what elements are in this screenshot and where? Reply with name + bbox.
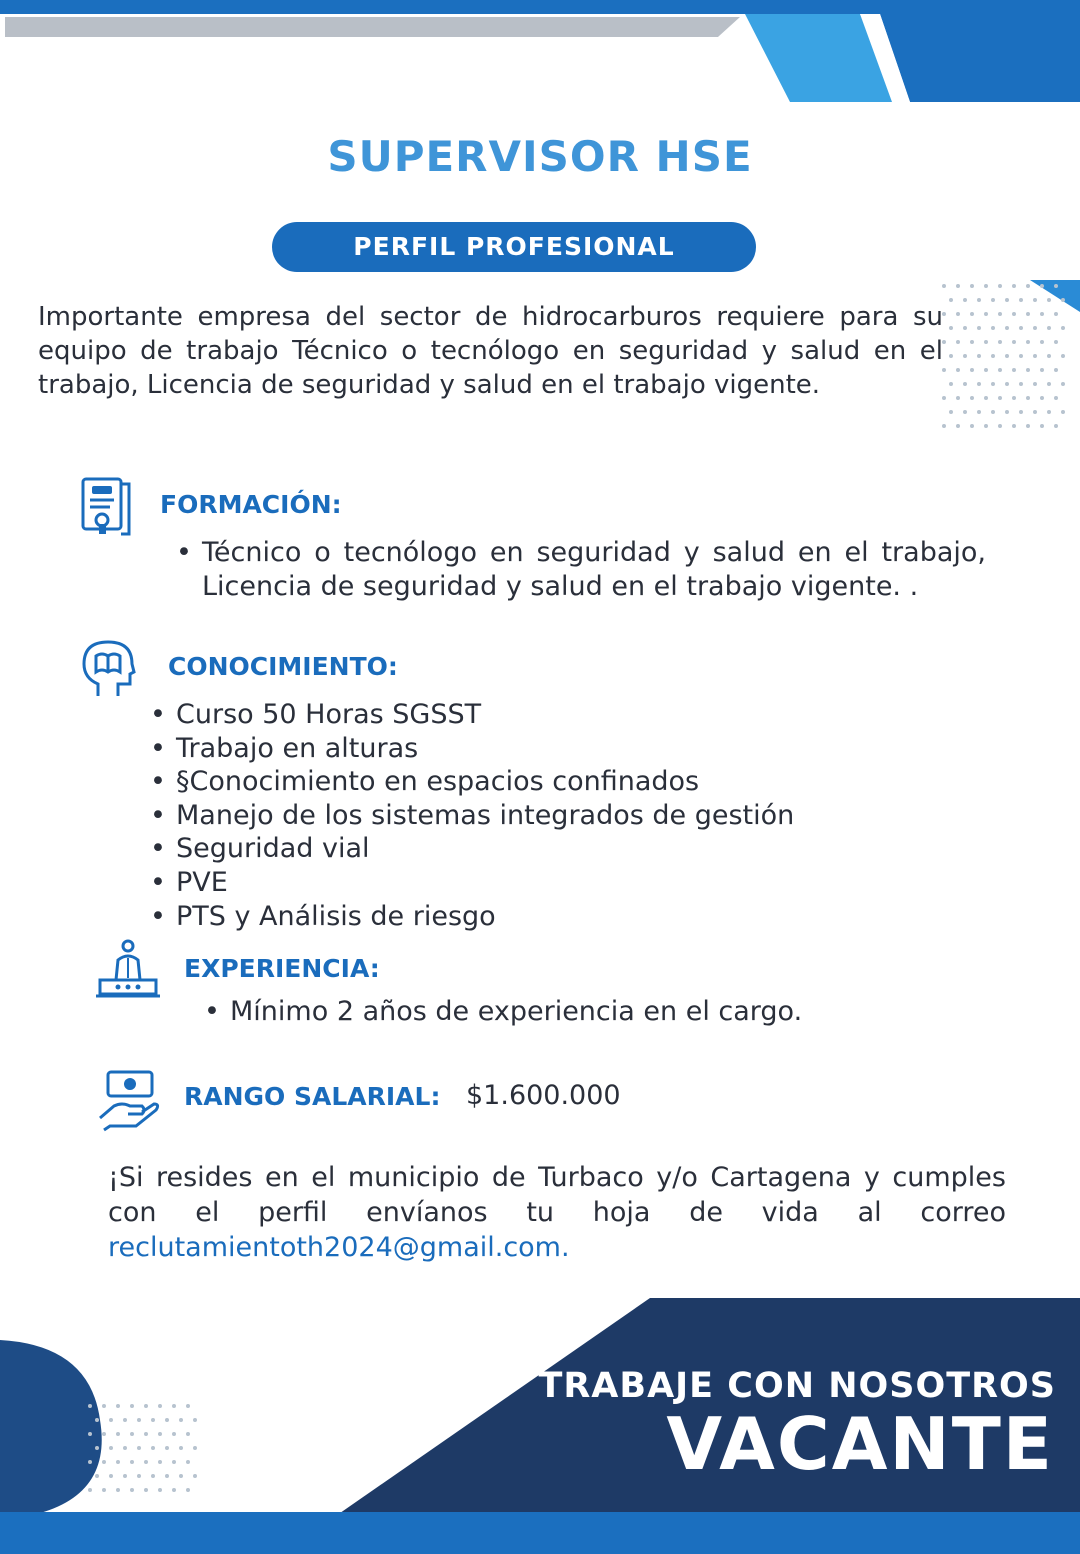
worker-desk-icon — [96, 938, 160, 1000]
decor-dot — [977, 298, 981, 302]
decor-dot — [102, 1488, 106, 1492]
decor-dot — [179, 1474, 183, 1478]
decor-dot — [984, 368, 988, 372]
decor-dot — [963, 354, 967, 358]
decor-dot — [1047, 354, 1051, 358]
decor-dot — [1026, 340, 1030, 344]
decor-dot — [970, 312, 974, 316]
formacion-list — [176, 536, 986, 604]
decor-dot — [1019, 326, 1023, 330]
decor-dot — [1040, 424, 1044, 428]
profile-pill: PERFIL PROFESIONAL — [272, 222, 756, 272]
decor-dot — [991, 326, 995, 330]
contact-email[interactable]: reclutamientoth2024@gmail.com. — [108, 1232, 570, 1263]
list-item: • Mínimo 2 años de experiencia en el cargo. — [204, 995, 964, 1029]
decor-dot — [1012, 284, 1016, 288]
dots-top-right — [940, 282, 1075, 442]
decor-dot — [1040, 340, 1044, 344]
decor-dot — [1026, 284, 1030, 288]
decor-dot — [1054, 424, 1058, 428]
decor-dot — [949, 298, 953, 302]
decor-dot — [970, 284, 974, 288]
decor-dot — [158, 1460, 162, 1464]
contact-message: ¡Si resides en el municipio de Turbaco y/o Cartagena y cumples con el perfil envíanos tu hoja de vida al correo — [108, 1162, 1006, 1228]
decor-dot — [963, 326, 967, 330]
decor-dot — [130, 1404, 134, 1408]
decor-dot — [1061, 382, 1065, 386]
decor-dot — [144, 1460, 148, 1464]
banner-title: TRABAJE CON NOSOTROS — [538, 1366, 1056, 1406]
decor-dot — [1061, 410, 1065, 414]
decor-dot — [88, 1488, 92, 1492]
decor-dot — [137, 1446, 141, 1450]
decor-dot — [193, 1446, 197, 1450]
decor-dot — [130, 1432, 134, 1436]
decor-dot — [1040, 312, 1044, 316]
decor-dot — [158, 1404, 162, 1408]
decor-dot — [998, 284, 1002, 288]
decor-dot — [88, 1404, 92, 1408]
decor-dot — [116, 1488, 120, 1492]
decor-dot — [151, 1474, 155, 1478]
decor-dot — [172, 1404, 176, 1408]
decor-dot — [151, 1446, 155, 1450]
decor-dot — [949, 382, 953, 386]
list-item: • PTS y Análisis de riesgo — [150, 900, 950, 934]
decor-dot — [970, 396, 974, 400]
decor-dot — [998, 368, 1002, 372]
decor-dot — [109, 1474, 113, 1478]
decor-dot — [172, 1432, 176, 1436]
decor-dot — [1012, 368, 1016, 372]
decor-dot — [1054, 340, 1058, 344]
decor-dot — [1005, 354, 1009, 358]
decor-dot — [95, 1418, 99, 1422]
contact-text — [108, 1160, 1006, 1265]
decor-dot — [984, 312, 988, 316]
decor-dot — [1047, 410, 1051, 414]
decor-dot — [984, 284, 988, 288]
decor-dot — [123, 1474, 127, 1478]
decor-dot — [151, 1418, 155, 1422]
decor-dot — [130, 1460, 134, 1464]
decor-dot — [1040, 368, 1044, 372]
decor-dot — [1033, 382, 1037, 386]
formacion-title: FORMACIÓN: — [160, 490, 342, 519]
decor-dot — [137, 1418, 141, 1422]
decor-dot — [998, 312, 1002, 316]
decor-dot — [193, 1418, 197, 1422]
decor-dot — [95, 1446, 99, 1450]
decor-dot — [991, 382, 995, 386]
decor-dot — [970, 424, 974, 428]
decor-dot — [158, 1488, 162, 1492]
decor-dot — [1026, 396, 1030, 400]
decor-dot — [963, 410, 967, 414]
money-hand-icon — [96, 1068, 162, 1134]
decor-dot — [970, 340, 974, 344]
dots-bottom-left — [86, 1402, 206, 1507]
decor-dot — [144, 1432, 148, 1436]
decor-dot — [165, 1474, 169, 1478]
decor-dot — [1061, 298, 1065, 302]
decor-dot — [956, 340, 960, 344]
decor-dot — [102, 1432, 106, 1436]
decor-dot — [137, 1474, 141, 1478]
decor-dot — [109, 1446, 113, 1450]
decor-dot — [102, 1404, 106, 1408]
decor-dot — [991, 354, 995, 358]
decor-dot — [1054, 284, 1058, 288]
decor-dot — [193, 1474, 197, 1478]
decor-dot — [186, 1432, 190, 1436]
decor-dot — [1005, 298, 1009, 302]
decor-dot — [109, 1418, 113, 1422]
decor-dot — [1019, 298, 1023, 302]
decor-dot — [991, 298, 995, 302]
decor-dot — [956, 368, 960, 372]
list-item: • Trabajo en alturas — [150, 732, 950, 766]
list-item: • Técnico o tecnólogo en seguridad y salud en el trabajo, Licencia de seguridad y salud en el trabajo vigente. . — [176, 536, 986, 604]
decor-dot — [1019, 354, 1023, 358]
decor-dot — [1033, 298, 1037, 302]
list-item: • Manejo de los sistemas integrados de gestión — [150, 799, 950, 833]
conocimiento-title: CONOCIMIENTO: — [168, 652, 398, 681]
decor-dot — [144, 1488, 148, 1492]
decor-dot — [1033, 326, 1037, 330]
decor-dot — [1040, 284, 1044, 288]
decor-dot — [123, 1446, 127, 1450]
diploma-icon — [80, 476, 132, 538]
decor-dot — [956, 396, 960, 400]
decor-dot — [963, 382, 967, 386]
decor-dot — [1061, 326, 1065, 330]
decor-dot — [984, 340, 988, 344]
top-right-dark-shape — [880, 14, 1080, 102]
decor-dot — [130, 1488, 134, 1492]
decor-dot — [949, 326, 953, 330]
decor-dot — [144, 1404, 148, 1408]
decor-dot — [949, 354, 953, 358]
decor-dot — [1026, 312, 1030, 316]
decor-dot — [116, 1404, 120, 1408]
decor-dot — [1026, 368, 1030, 372]
decor-dot — [1033, 410, 1037, 414]
decor-dot — [942, 284, 946, 288]
decor-dot — [1047, 298, 1051, 302]
decor-dot — [956, 424, 960, 428]
decor-dot — [172, 1460, 176, 1464]
page-title: SUPERVISOR HSE — [327, 132, 753, 181]
decor-dot — [1012, 424, 1016, 428]
decor-dot — [95, 1474, 99, 1478]
decor-dot — [1054, 312, 1058, 316]
decor-dot — [1005, 382, 1009, 386]
decor-dot — [942, 424, 946, 428]
list-item: • Seguridad vial — [150, 832, 950, 866]
decor-dot — [186, 1488, 190, 1492]
decor-dot — [1019, 410, 1023, 414]
decor-dot — [1033, 354, 1037, 358]
decor-dot — [1005, 326, 1009, 330]
decor-dot — [123, 1418, 127, 1422]
banner-vacante: VACANTE — [666, 1402, 1054, 1486]
list-item: • Curso 50 Horas SGSST — [150, 698, 950, 732]
decor-dot — [998, 340, 1002, 344]
decor-dot — [963, 298, 967, 302]
intro-text: Importante empresa del sector de hidrocarburos requiere para su equipo de trabajo Técnico o tecnólogo en seguridad y salud en el trabajo, Licencia de seguridad y salud en el trabajo vigente. — [38, 302, 943, 400]
decor-dot — [1061, 354, 1065, 358]
decor-dot — [991, 410, 995, 414]
decor-dot — [88, 1432, 92, 1436]
salary-label: RANGO SALARIAL: — [184, 1082, 441, 1111]
list-item: • §Conocimiento en espacios confinados — [150, 765, 950, 799]
decor-dot — [172, 1488, 176, 1492]
decor-dot — [102, 1460, 106, 1464]
decor-dot — [186, 1404, 190, 1408]
decor-dot — [1012, 396, 1016, 400]
decor-dot — [1054, 396, 1058, 400]
decor-dot — [998, 396, 1002, 400]
decor-dot — [1019, 382, 1023, 386]
list-item: • PVE — [150, 866, 950, 900]
conocimiento-list — [150, 698, 950, 933]
decor-dot — [165, 1418, 169, 1422]
decor-dot — [179, 1446, 183, 1450]
experiencia-title: EXPERIENCIA: — [184, 954, 380, 983]
decor-dot — [158, 1432, 162, 1436]
decor-dot — [1026, 424, 1030, 428]
decor-dot — [179, 1418, 183, 1422]
decor-dot — [1040, 396, 1044, 400]
experiencia-list — [204, 995, 964, 1029]
decor-dot — [116, 1460, 120, 1464]
decor-dot — [984, 424, 988, 428]
decor-dot — [116, 1432, 120, 1436]
decor-dot — [977, 382, 981, 386]
decor-dot — [977, 326, 981, 330]
decor-dot — [984, 396, 988, 400]
decor-dot — [956, 312, 960, 316]
bottom-band — [0, 1512, 1080, 1554]
decor-dot — [1005, 410, 1009, 414]
decor-dot — [186, 1460, 190, 1464]
decor-dot — [88, 1460, 92, 1464]
decor-dot — [1047, 382, 1051, 386]
salary-value: $1.600.000 — [466, 1080, 621, 1111]
decor-dot — [949, 410, 953, 414]
decor-dot — [165, 1446, 169, 1450]
decor-dot — [1047, 326, 1051, 330]
decor-dot — [977, 410, 981, 414]
decor-dot — [1054, 368, 1058, 372]
decor-dot — [1012, 340, 1016, 344]
decor-dot — [998, 424, 1002, 428]
decor-dot — [956, 284, 960, 288]
decor-dot — [977, 354, 981, 358]
decor-dot — [1012, 312, 1016, 316]
decor-dot — [970, 368, 974, 372]
head-book-icon — [80, 638, 138, 700]
